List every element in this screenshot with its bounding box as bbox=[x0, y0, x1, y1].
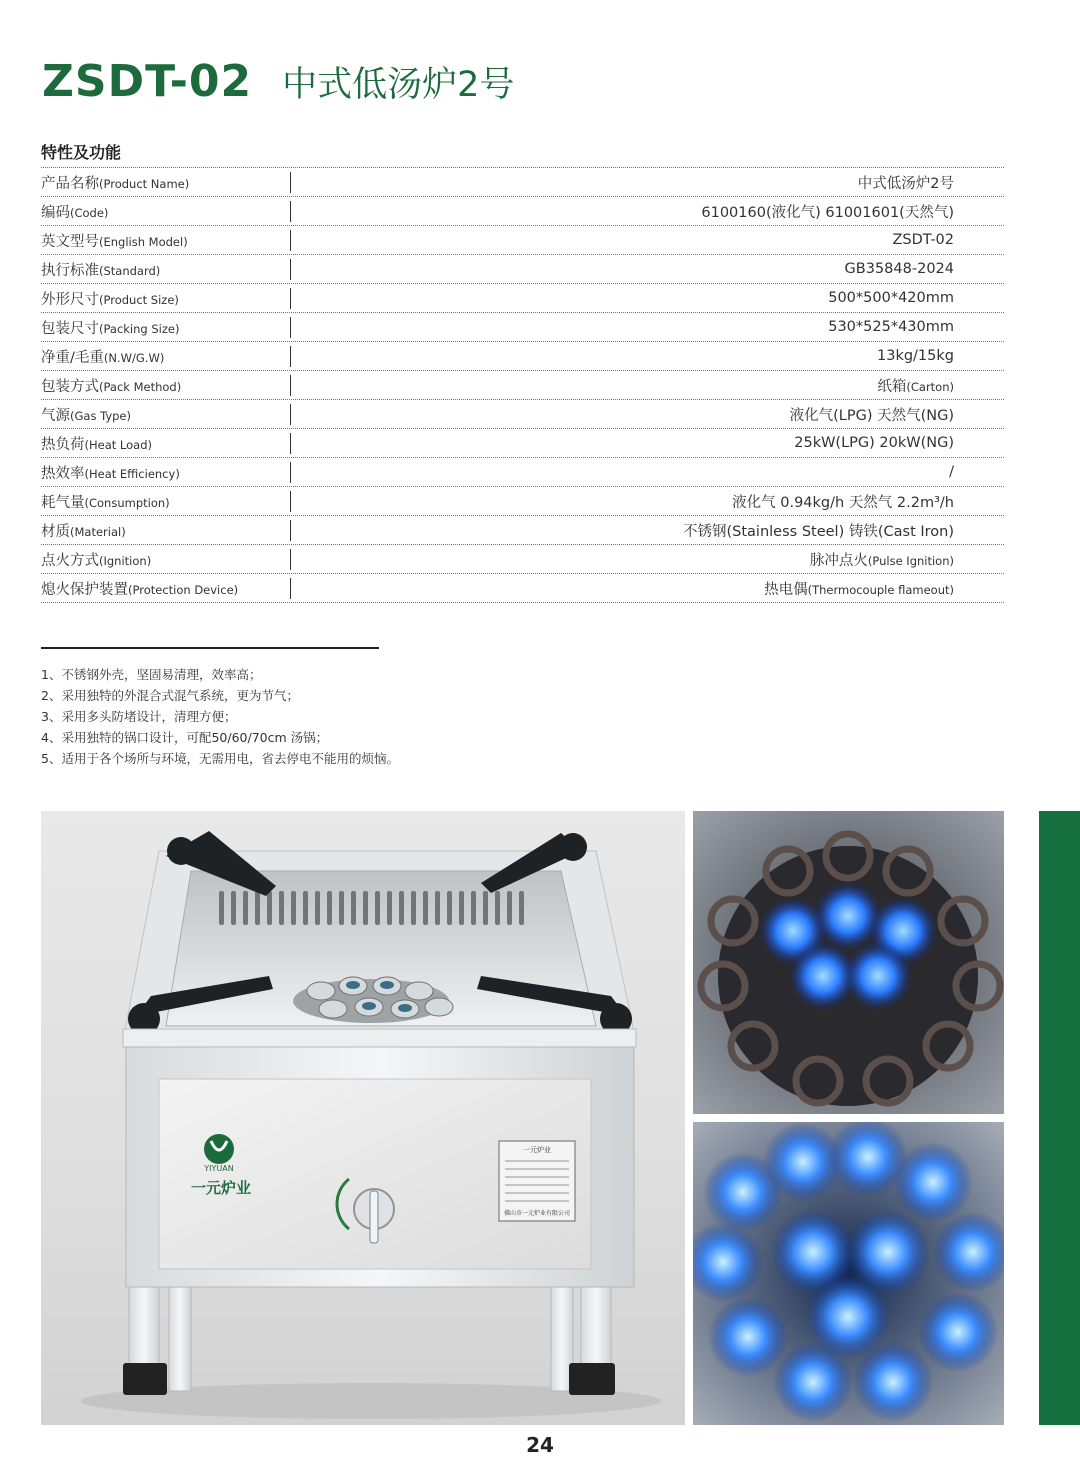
spec-label: 英文型号(English Model) bbox=[41, 233, 188, 250]
spec-label: 熄火保护装置(Protection Device) bbox=[41, 581, 239, 598]
spec-value: 热电偶(Thermocouple flameout) bbox=[764, 581, 954, 598]
spec-value: 不锈钢(Stainless Steel) 铸铁(Cast Iron) bbox=[683, 523, 954, 540]
column-divider bbox=[290, 520, 291, 541]
page-number: 24 bbox=[526, 1433, 554, 1457]
spec-row bbox=[41, 487, 1004, 516]
spec-value: 液化气(LPG) 天然气(NG) bbox=[789, 407, 954, 424]
spec-label: 气源(Gas Type) bbox=[41, 407, 131, 424]
spec-label: 点火方式(Ignition) bbox=[41, 552, 152, 569]
feature-item: 4、采用独特的锅口设计，可配50/60/70cm 汤锅； bbox=[41, 730, 329, 745]
spec-label: 净重/毛重(N.W/G.W) bbox=[41, 349, 165, 366]
spec-label: 材质(Material) bbox=[41, 523, 126, 540]
spec-label: 产品名称(Product Name) bbox=[41, 175, 190, 192]
spec-value: 液化气 0.94kg/h 天然气 2.2m³/h bbox=[732, 494, 954, 511]
column-divider bbox=[290, 230, 291, 251]
nameplate bbox=[499, 1141, 575, 1221]
spec-table bbox=[41, 167, 1004, 603]
column-divider bbox=[290, 549, 291, 570]
model-code: ZSDT-02 bbox=[42, 56, 253, 107]
column-divider bbox=[290, 578, 291, 599]
spec-value: 纸箱(Carton) bbox=[877, 378, 954, 395]
spec-label: 热负荷(Heat Load) bbox=[41, 436, 152, 453]
spec-value: ZSDT-02 bbox=[892, 232, 954, 248]
spec-value: 13kg/15kg bbox=[877, 348, 954, 364]
feature-item: 3、采用多头防堵设计，清理方便； bbox=[41, 709, 237, 724]
page-header bbox=[42, 56, 514, 112]
column-divider bbox=[290, 491, 291, 512]
spec-row bbox=[41, 400, 1004, 429]
burner-photo-flame bbox=[693, 1122, 1004, 1425]
spec-row bbox=[41, 226, 1004, 255]
spec-row bbox=[41, 458, 1004, 487]
svg-text:佛山市一元炉业有限公司: 佛山市一元炉业有限公司 bbox=[503, 1210, 571, 1217]
feature-item: 5、适用于各个场所与环境，无需用电，省去停电不能用的烦恼。 bbox=[41, 751, 399, 766]
spec-row bbox=[41, 545, 1004, 574]
spec-value: / bbox=[949, 464, 954, 480]
side-accent-bar bbox=[1039, 811, 1080, 1425]
spec-value: 500*500*420mm bbox=[828, 290, 954, 306]
feature-item: 1、不锈钢外壳，坚固易清理，效率高； bbox=[41, 667, 262, 682]
spec-row bbox=[41, 284, 1004, 313]
column-divider bbox=[290, 404, 291, 425]
column-divider bbox=[290, 201, 291, 222]
spec-label: 包装方式(Pack Method) bbox=[41, 378, 182, 395]
column-divider bbox=[290, 375, 291, 396]
spec-label: 执行标准(Standard) bbox=[41, 262, 161, 279]
column-divider bbox=[290, 288, 291, 309]
column-divider bbox=[290, 346, 291, 367]
spec-row bbox=[41, 516, 1004, 545]
spec-row bbox=[41, 168, 1004, 197]
spec-label: 耗气量(Consumption) bbox=[41, 494, 170, 511]
spec-label: 包装尺寸(Packing Size) bbox=[41, 320, 180, 337]
product-title: 中式低汤炉2号 bbox=[282, 65, 515, 105]
divider bbox=[41, 647, 379, 649]
section-title: 特性及功能 bbox=[41, 143, 122, 162]
spec-row bbox=[41, 313, 1004, 342]
spec-label: 外形尺寸(Product Size) bbox=[41, 291, 179, 308]
svg-text:一元炉业: 一元炉业 bbox=[523, 1146, 551, 1154]
spec-label: 热效率(Heat Efficiency) bbox=[41, 465, 180, 482]
stove-illustration bbox=[41, 811, 685, 1425]
brand-cn: 一元炉业 bbox=[190, 1179, 252, 1197]
spec-row bbox=[41, 574, 1004, 603]
spec-label: 编码(Code) bbox=[41, 204, 109, 221]
spec-row bbox=[41, 342, 1004, 371]
spec-row bbox=[41, 197, 1004, 226]
column-divider bbox=[290, 462, 291, 483]
spec-value: 6100160(液化气) 61001601(天然气) bbox=[701, 204, 954, 221]
spec-value: GB35848-2024 bbox=[844, 261, 954, 277]
spec-value: 530*525*430mm bbox=[828, 319, 954, 335]
product-photo bbox=[41, 811, 685, 1425]
burner-photo-off bbox=[693, 811, 1004, 1114]
feature-item: 2、采用独特的外混合式混气系统，更为节气； bbox=[41, 688, 299, 703]
spec-value: 25kW(LPG) 20kW(NG) bbox=[794, 435, 954, 451]
spec-row bbox=[41, 429, 1004, 458]
spec-row bbox=[41, 255, 1004, 284]
column-divider bbox=[290, 433, 291, 454]
spec-row bbox=[41, 371, 1004, 400]
column-divider bbox=[290, 259, 291, 280]
feature-list bbox=[41, 664, 399, 769]
spec-value: 中式低汤炉2号 bbox=[857, 175, 954, 192]
spec-value: 脉冲点火(Pulse Ignition) bbox=[809, 552, 954, 569]
column-divider bbox=[290, 172, 291, 193]
brand-latin: YIYUAN bbox=[204, 1164, 234, 1173]
column-divider bbox=[290, 317, 291, 338]
